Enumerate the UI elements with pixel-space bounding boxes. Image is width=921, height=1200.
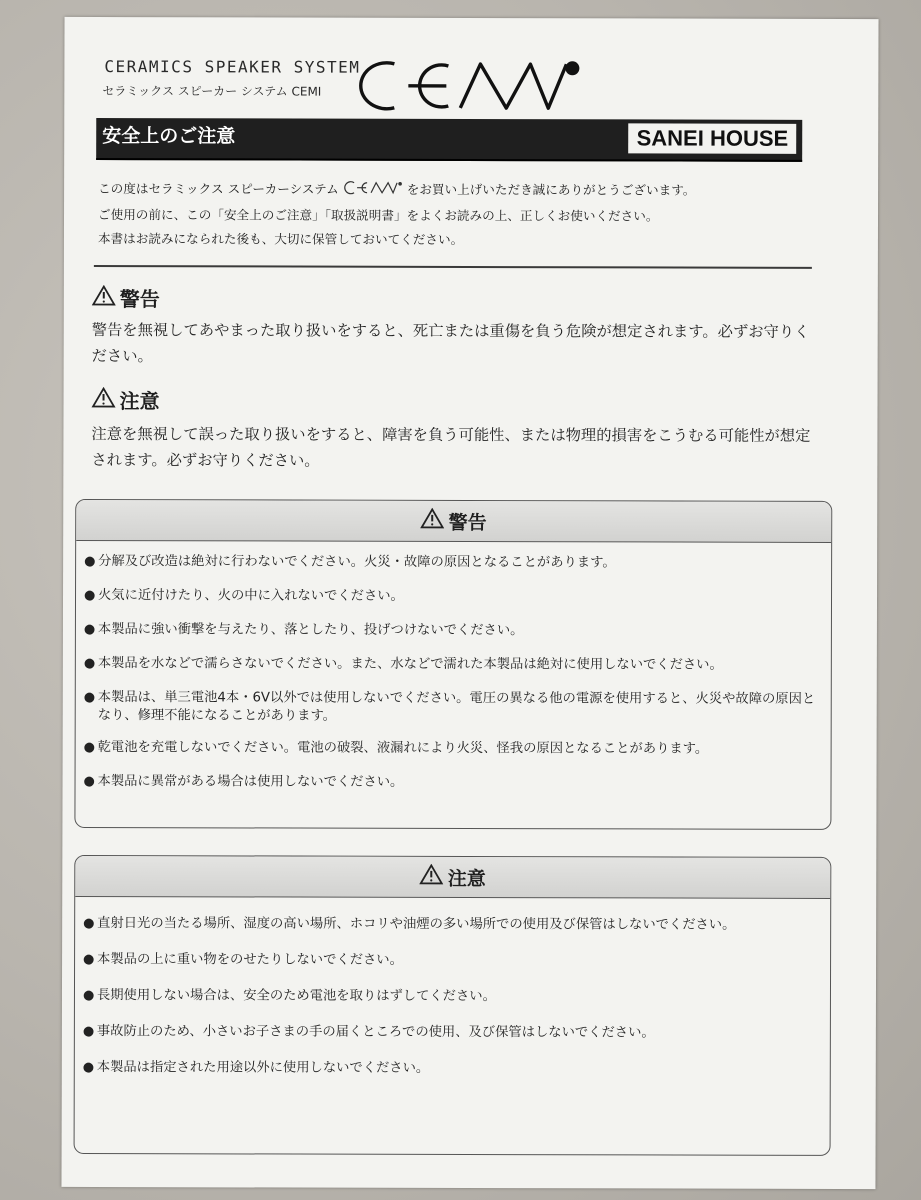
list-item <box>83 987 822 1007</box>
intro-line-1-start: この度はセラミックス スピーカーシステム <box>98 181 339 197</box>
intro-line-1 <box>98 177 818 205</box>
bullet: ● <box>83 621 96 638</box>
intro-line-3: 本書はお読みになられた後も、大切に保管しておいてください。 <box>97 231 464 247</box>
list-item <box>84 655 823 675</box>
list-item <box>83 915 822 935</box>
intro-line-2: ご使用の前に、この「安全上のご注意」「取扱説明書」をよくお読みの上、正しくお使いください。 <box>97 207 659 224</box>
list-item <box>84 553 823 573</box>
banner-title: 安全上のご注意 <box>102 125 236 148</box>
intro-text <box>98 177 818 253</box>
warning-legend-title: 警告 <box>119 287 160 312</box>
caution-legend-title: 注意 <box>119 389 160 414</box>
list-item-text: 本製品は指定された用途以外に使用しないでください。 <box>96 1060 430 1076</box>
warning-box <box>74 499 832 830</box>
caution-list <box>75 897 830 1079</box>
warning-triangle-icon <box>92 285 116 311</box>
warning-legend-text: 警告を無視してあやまった取り扱いをすると、死亡または重傷を負う危険が想定されます。必ずお守りください。 <box>91 321 810 366</box>
caution-legend-text: 注意を無視して誤った取り扱いをすると、障害を負う可能性、または物理的損害をこうむる可能性が想定されます。必ずお守りください。 <box>91 425 811 470</box>
bullet: ● <box>83 915 95 932</box>
bullet: ● <box>82 987 95 1004</box>
list-item-text: 本製品に異常がある場合は使用しないでください。 <box>97 774 404 790</box>
warning-box-header <box>76 500 831 543</box>
list-item-text: 本製品は、単三電池4本・6V以外では使用しないでください。電圧の異なる他の電源を使用すると、火災や故障の原因となり、修理不能になることがあります。 <box>97 690 816 724</box>
warning-legend-heading <box>92 283 160 312</box>
list-item-text: 事故防止のため、小さいお子さまの手の届くところでの使用、及び保管はしないでください。 <box>96 1024 655 1041</box>
list-item-text: 火気に近付けたり、火の中に入れないでください。 <box>97 588 404 604</box>
caution-box-triangle-icon <box>420 864 444 890</box>
caution-box-header <box>75 856 830 899</box>
list-item-text: 本製品の上に重い物をのせたりしないでください。 <box>97 952 403 968</box>
bullet: ● <box>82 1023 95 1040</box>
bullet: ● <box>83 951 95 968</box>
list-item-text: 分解及び改造は絶対に行わないでください。火災・故障の原因となることがあります。 <box>98 554 616 571</box>
series-title: CERAMICS SPEAKER SYSTEM <box>104 57 361 77</box>
list-item <box>84 587 823 607</box>
bullet: ● <box>83 655 96 672</box>
bullet: ● <box>83 587 96 604</box>
caution-triangle-icon <box>91 387 115 413</box>
brand-label: SANEI HOUSE <box>629 123 797 153</box>
warning-box-title: 警告 <box>448 511 487 534</box>
warning-box-triangle-icon <box>421 508 445 534</box>
title-banner <box>96 118 802 162</box>
series-title-jp: セラミックス スピーカー システム CEMI <box>102 84 322 99</box>
list-item <box>83 951 822 971</box>
bullet: ● <box>82 1059 95 1076</box>
list-item-text: 直射日光の当たる場所、湿度の高い場所、ホコリや油煙の多い場所での使用及び保管はしないでください。 <box>97 916 736 933</box>
caution-box <box>74 855 832 1156</box>
caution-box-title: 注意 <box>447 867 486 890</box>
intro-line-1-end: をお買い上げいただき誠にありがとうございます。 <box>406 181 696 198</box>
bullet: ● <box>84 553 96 570</box>
list-item <box>83 1059 822 1079</box>
list-item <box>84 689 823 727</box>
divider <box>94 265 812 269</box>
caution-legend-heading <box>91 385 159 414</box>
list-item-text: 本製品に強い衝撃を与えたり、落としたり、投げつけないでください。 <box>97 622 524 639</box>
list-item-text: 本製品を水などで濡らさないでください。また、水などで濡れた本製品は絶対に使用しないでください。 <box>97 656 723 673</box>
list-item <box>84 621 823 641</box>
list-item <box>84 773 823 793</box>
list-item-text: 乾電池を充電しないでください。電池の破裂、液漏れにより火災、怪我の原因となることがあります。 <box>97 740 709 757</box>
cemi-logo <box>348 50 588 119</box>
cemi-logo-inline <box>343 180 403 204</box>
list-item <box>84 739 823 759</box>
warning-list <box>76 541 832 793</box>
list-item <box>83 1023 822 1043</box>
list-item-text: 長期使用しない場合は、安全のため電池を取りはずしてください。 <box>96 988 496 1005</box>
instruction-sheet <box>61 17 878 1189</box>
bullet: ● <box>83 739 95 756</box>
bullet: ● <box>83 689 96 706</box>
bullet: ● <box>83 773 95 790</box>
